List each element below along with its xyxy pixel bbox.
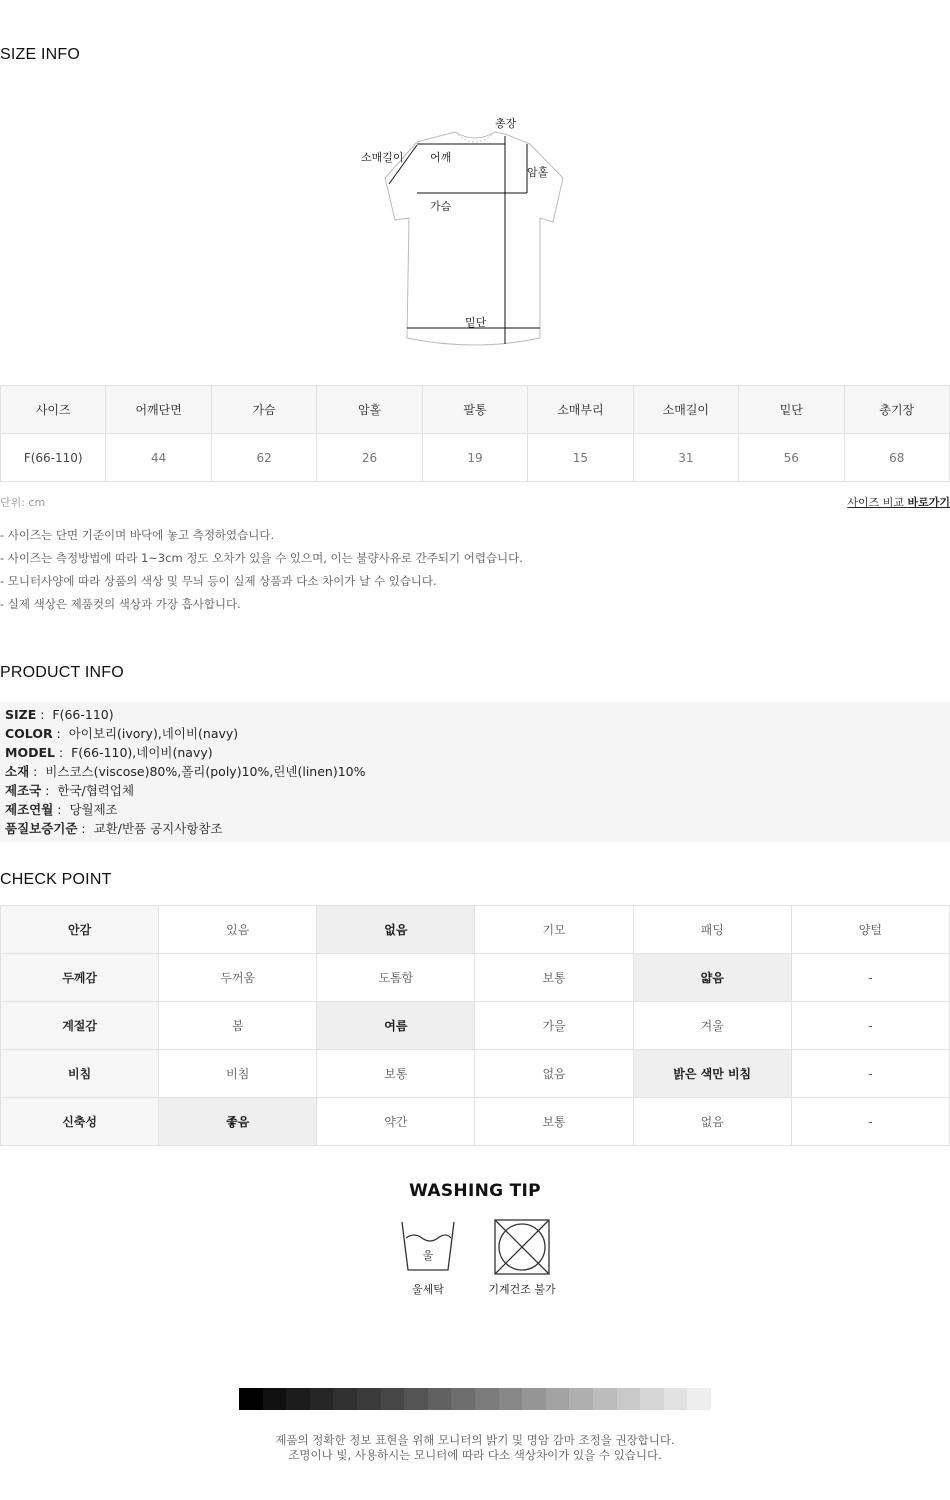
check-row-label: 비침 bbox=[1, 1050, 159, 1098]
note-item: - 사이즈는 단면 기준이며 바닥에 놓고 측정하였습니다. bbox=[0, 528, 275, 542]
check-option: - bbox=[791, 1050, 949, 1098]
gray-swatch bbox=[451, 1388, 475, 1410]
gray-swatch bbox=[381, 1388, 405, 1410]
check-option-selected: 좋음 bbox=[159, 1098, 317, 1146]
check-option-selected: 없음 bbox=[317, 906, 475, 954]
check-option: 없음 bbox=[475, 1050, 633, 1098]
size-cell: 31 bbox=[633, 434, 738, 482]
size-header-cell: 어깨단면 bbox=[106, 386, 211, 434]
gray-swatch bbox=[664, 1388, 688, 1410]
size-cell: F(66-110) bbox=[1, 434, 106, 482]
check-row-label: 계절감 bbox=[1, 1002, 159, 1050]
check-option: 가을 bbox=[475, 1002, 633, 1050]
check-option: 비침 bbox=[159, 1050, 317, 1098]
check-row bbox=[1, 954, 950, 1002]
product-info-label: MODEL bbox=[5, 745, 55, 760]
product-info-row: 소재 : 비스코스(viscose)80%,폴리(poly)10%,린넨(linen)10% bbox=[5, 764, 366, 779]
gray-swatch bbox=[617, 1388, 641, 1410]
gray-swatch bbox=[404, 1388, 428, 1410]
size-header-cell: 소매길이 bbox=[633, 386, 738, 434]
garment-diagram bbox=[355, 112, 570, 352]
product-info-row: MODEL : F(66-110),네이비(navy) bbox=[5, 745, 213, 760]
gray-swatch bbox=[310, 1388, 334, 1410]
check-option: 양털 bbox=[791, 906, 949, 954]
size-header-cell: 밑단 bbox=[739, 386, 844, 434]
gray-swatch bbox=[239, 1388, 263, 1410]
product-info-value: F(66-110) bbox=[52, 707, 114, 722]
size-cell: 15 bbox=[528, 434, 633, 482]
product-info-label: COLOR bbox=[5, 726, 53, 741]
gray-swatch bbox=[546, 1388, 570, 1410]
check-option: 보통 bbox=[475, 1098, 633, 1146]
note-item: - 실제 색상은 제품컷의 색상과 가장 흡사합니다. bbox=[0, 597, 241, 611]
product-info-row: SIZE : F(66-110) bbox=[5, 707, 114, 722]
gray-swatch bbox=[263, 1388, 287, 1410]
label-chest: 가슴 bbox=[430, 200, 452, 213]
size-cell: 56 bbox=[739, 434, 844, 482]
unit-label: 단위: cm bbox=[0, 496, 46, 509]
gray-scale-bar bbox=[239, 1388, 711, 1410]
no-tumble-dry-icon bbox=[493, 1218, 551, 1280]
product-info-value: 한국/협력업체 bbox=[57, 783, 135, 798]
size-compare-link-text: 바로가기 bbox=[907, 496, 950, 509]
size-header-cell: 암홀 bbox=[317, 386, 422, 434]
check-option: 보통 bbox=[475, 954, 633, 1002]
size-header-cell: 총기장 bbox=[844, 386, 950, 434]
gray-swatch bbox=[428, 1388, 452, 1410]
size-cell: 19 bbox=[422, 434, 527, 482]
note-item: - 사이즈는 측정방법에 따라 1~3cm 정도 오차가 있을 수 있으며, 이는 불량사유로 간주되기 어렵습니다. bbox=[0, 551, 523, 565]
gray-swatch bbox=[286, 1388, 310, 1410]
label-total-length: 총장 bbox=[495, 117, 517, 130]
label-sleeve-length: 소매길이 bbox=[361, 151, 404, 164]
check-option: 약간 bbox=[317, 1098, 475, 1146]
table-row bbox=[1, 434, 950, 482]
size-compare-link[interactable] bbox=[847, 494, 950, 510]
product-info-value: 당월제조 bbox=[69, 802, 118, 817]
check-option: 두꺼움 bbox=[159, 954, 317, 1002]
gray-swatch bbox=[333, 1388, 357, 1410]
product-info-value: F(66-110),네이비(navy) bbox=[71, 745, 213, 760]
gray-swatch bbox=[475, 1388, 499, 1410]
size-info-title: SIZE INFO bbox=[0, 46, 81, 63]
wool-wash-label: 울세탁 bbox=[412, 1283, 444, 1296]
product-info-row: 제조국 : 한국/협력업체 bbox=[5, 783, 135, 798]
size-table-header-row bbox=[1, 386, 950, 434]
check-option: 도톰함 bbox=[317, 954, 475, 1002]
check-option: - bbox=[791, 954, 949, 1002]
check-option: 있음 bbox=[159, 906, 317, 954]
product-info-row: 품질보증기준 : 교환/반품 공지사항참조 bbox=[5, 821, 223, 836]
size-cell: 62 bbox=[211, 434, 316, 482]
product-info-row: COLOR : 아이보리(ivory),네이비(navy) bbox=[5, 726, 239, 741]
size-cell: 68 bbox=[844, 434, 950, 482]
size-header-cell: 가슴 bbox=[211, 386, 316, 434]
check-option: 패딩 bbox=[633, 906, 791, 954]
gray-swatch bbox=[640, 1388, 664, 1410]
check-row-label: 두께감 bbox=[1, 954, 159, 1002]
size-header-cell: 사이즈 bbox=[1, 386, 106, 434]
gray-swatch bbox=[499, 1388, 523, 1410]
size-notes bbox=[0, 527, 523, 619]
check-option: - bbox=[791, 1002, 949, 1050]
check-option: 기모 bbox=[475, 906, 633, 954]
wool-wash-icon bbox=[400, 1218, 456, 1278]
check-row-label: 신축성 bbox=[1, 1098, 159, 1146]
wool-wash-inner-text: 울 bbox=[422, 1249, 434, 1262]
check-row bbox=[1, 1098, 950, 1146]
check-point-table bbox=[0, 905, 950, 1146]
label-shoulder: 어깨 bbox=[430, 151, 452, 164]
check-option-selected: 밝은 색만 비침 bbox=[633, 1050, 791, 1098]
note-item: - 모니터사양에 따라 상품의 색상 및 무늬 등이 실제 상품과 다소 차이가 날 수 있습니다. bbox=[0, 574, 437, 588]
product-info-value: 비스코스(viscose)80%,폴리(poly)10%,린넨(linen)10% bbox=[45, 764, 366, 779]
footer-note bbox=[0, 1433, 950, 1463]
product-info-value: 아이보리(ivory),네이비(navy) bbox=[68, 726, 239, 741]
check-row-label: 안감 bbox=[1, 906, 159, 954]
size-cell: 44 bbox=[106, 434, 211, 482]
product-info-label: 제조연월 bbox=[5, 802, 54, 817]
footer-line: 제품의 정확한 정보 표현을 위해 모니터의 밝기 및 명암 감마 조정을 권장합니다. bbox=[275, 1433, 675, 1447]
check-point-title: CHECK POINT bbox=[0, 871, 112, 888]
size-header-cell: 소매부리 bbox=[528, 386, 633, 434]
gray-swatch bbox=[569, 1388, 593, 1410]
gray-swatch bbox=[357, 1388, 381, 1410]
product-info-label: 소재 bbox=[5, 764, 30, 779]
size-header-cell: 팔통 bbox=[422, 386, 527, 434]
size-table bbox=[0, 385, 950, 482]
label-armhole: 암홀 bbox=[527, 166, 549, 179]
washing-tip-title: WASHING TIP bbox=[409, 1181, 541, 1201]
product-info-label: 품질보증기준 bbox=[5, 821, 78, 836]
product-info-row: 제조연월 : 당월제조 bbox=[5, 802, 118, 817]
product-info-label: SIZE bbox=[5, 707, 37, 722]
gray-swatch bbox=[522, 1388, 546, 1410]
check-option: 겨울 bbox=[633, 1002, 791, 1050]
check-option: - bbox=[791, 1098, 949, 1146]
check-option-selected: 얇음 bbox=[633, 954, 791, 1002]
label-hem: 밑단 bbox=[465, 316, 487, 329]
check-option: 봄 bbox=[159, 1002, 317, 1050]
size-compare-prefix: 사이즈 비교 bbox=[847, 496, 908, 509]
check-option-selected: 여름 bbox=[317, 1002, 475, 1050]
size-cell: 26 bbox=[317, 434, 422, 482]
gray-swatch bbox=[687, 1388, 711, 1410]
tshirt-outline-icon bbox=[355, 112, 570, 352]
check-option: 없음 bbox=[633, 1098, 791, 1146]
product-info-value: 교환/반품 공지사항참조 bbox=[93, 821, 223, 836]
product-info-box bbox=[0, 702, 950, 842]
no-tumble-dry-label: 기계건조 불가 bbox=[488, 1283, 556, 1296]
check-option: 보통 bbox=[317, 1050, 475, 1098]
product-info-title: PRODUCT INFO bbox=[0, 664, 124, 681]
check-row bbox=[1, 1002, 950, 1050]
footer-line: 조명이나 빛, 사용하시는 모니터에 따라 다소 색상차이가 있을 수 있습니다. bbox=[288, 1448, 662, 1462]
check-row bbox=[1, 1050, 950, 1098]
gray-swatch bbox=[593, 1388, 617, 1410]
check-row bbox=[1, 906, 950, 954]
product-info-label: 제조국 bbox=[5, 783, 42, 798]
